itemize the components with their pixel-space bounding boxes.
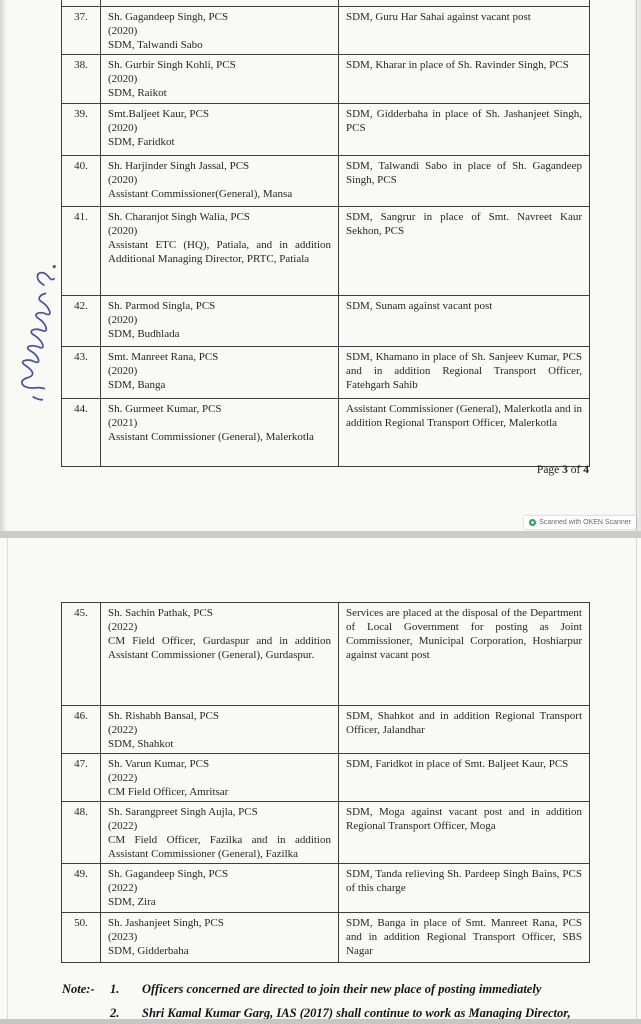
posting-text: SDM, Faridkot in place of Smt. Baljeet Kaur, PCS <box>346 758 569 770</box>
page-footer-separator: of <box>567 464 584 476</box>
serial-cell: 45. <box>62 603 101 706</box>
officer-cell <box>101 706 339 754</box>
officer-name: Sh. Harjinder Singh Jassal, PCS <box>108 160 250 172</box>
serial-cell: 41. <box>62 207 101 296</box>
posting-text: SDM, Kharar in place of Sh. Ravinder Singh, PCS <box>346 59 569 71</box>
posting-cell <box>339 913 590 963</box>
officer-batch: (2020) <box>108 73 138 85</box>
officer-name: Sh. Gurmeet Kumar, PCS <box>108 403 222 415</box>
officer-cell <box>101 104 339 156</box>
serial-cell: 50. <box>62 913 101 963</box>
officer-name: Sh. Varun Kumar, PCS <box>108 758 210 770</box>
officer-post: CM Field Officer, Fazilka and in addition Assistant Commissioner (General), Fazilka <box>108 834 331 860</box>
serial-cell: 48. <box>62 802 101 864</box>
officer-batch: (2022) <box>108 724 138 736</box>
table-row <box>62 347 590 399</box>
posting-cell <box>339 399 590 467</box>
officer-post: SDM, Raikot <box>108 87 167 99</box>
officer-batch: (2020) <box>108 314 138 326</box>
posting-cell <box>339 7 590 55</box>
posting-text: Services are placed at the disposal of the Department of Local Government for posting as Joint Commissioner, Municipal Corporation, Hoshiarpur against vacant post <box>346 607 582 661</box>
note-item <box>62 982 617 997</box>
table-row <box>62 296 590 347</box>
officer-cell <box>101 399 339 467</box>
officer-cell <box>101 347 339 399</box>
officer-name: Smt.Baljeet Kaur, PCS <box>108 108 210 120</box>
note-item-number: 1. <box>110 982 120 996</box>
officer-batch: (2022) <box>108 772 138 784</box>
scan-bottom-edge <box>0 1019 641 1024</box>
posting-text: SDM, Moga against vacant post and in addition Regional Transport Officer, Moga <box>346 806 582 832</box>
officer-name: Sh. Gurbir Singh Kohli, PCS <box>108 59 236 71</box>
posting-cell <box>339 104 590 156</box>
scanner-badge <box>524 516 636 529</box>
page-number-footer <box>537 464 589 476</box>
serial-cell: 38. <box>62 55 101 104</box>
table-row <box>62 156 590 207</box>
table-row <box>62 399 590 467</box>
postings-table-page4 <box>61 602 590 963</box>
officer-post: Assistant ETC (HQ), Patiala, and in addition Additional Managing Director, PRTC, Patiala <box>108 239 331 265</box>
scanner-badge-label: Scanned with OKEN Scanner <box>539 519 631 526</box>
serial-cell: 43. <box>62 347 101 399</box>
posting-text: SDM, Banga in place of Smt. Manreet Rana, PCS and in addition Regional Transport Officer, SBS Nagar <box>346 917 582 957</box>
officer-batch: (2023) <box>108 931 138 943</box>
officer-cell <box>101 296 339 347</box>
serial-cell: 46. <box>62 706 101 754</box>
posting-text: SDM, Guru Har Sahai against vacant post <box>346 11 531 23</box>
officer-batch: (2022) <box>108 820 138 832</box>
table-row <box>62 207 590 296</box>
officer-post: SDM, Talwandi Sabo <box>108 39 203 51</box>
table-row <box>62 104 590 156</box>
officer-cell <box>101 55 339 104</box>
officer-batch: (2020) <box>108 225 138 237</box>
officer-name: Sh. Sarangpreet Singh Aujla, PCS <box>108 806 258 818</box>
table-row <box>62 802 590 864</box>
table-row <box>62 913 590 963</box>
posting-text: SDM, Talwandi Sabo in place of Sh. Gagandeep Singh, PCS <box>346 160 582 186</box>
officer-cell <box>101 156 339 207</box>
officer-name: Smt. Manreet Rana, PCS <box>108 351 219 363</box>
table-row <box>62 7 590 55</box>
page-footer-current: 3 <box>562 464 568 476</box>
note-item-text: Shri Kamal Kumar Garg, IAS (2017) shall continue to work as Managing Director, <box>142 1006 571 1019</box>
posting-text: SDM, Shahkot and in addition Regional Transport Officer, Jalandhar <box>346 710 582 736</box>
posting-cell <box>339 603 590 706</box>
officer-cell <box>101 754 339 802</box>
officer-cell <box>101 7 339 55</box>
posting-cell <box>339 55 590 104</box>
officer-batch: (2020) <box>108 122 138 134</box>
officer-cell <box>101 603 339 706</box>
table-row <box>62 864 590 913</box>
posting-text: SDM, Sangrur in place of Smt. Navreet Kaur Sekhon, PCS <box>346 211 582 237</box>
officer-batch: (2022) <box>108 621 138 633</box>
officer-post: SDM, Banga <box>108 379 166 391</box>
table-row <box>62 754 590 802</box>
table-row <box>62 603 590 706</box>
note-item-text: Officers concerned are directed to join their new place of posting immediately <box>142 982 542 996</box>
handwritten-signature <box>0 246 68 413</box>
posting-cell <box>339 296 590 347</box>
officer-post: Assistant Commissioner (General), Malerkotla <box>108 431 314 443</box>
posting-cell <box>339 754 590 802</box>
page-footer-total: 4 <box>583 464 589 476</box>
posting-text: Assistant Commissioner (General), Malerkotla and in addition Regional Transport Officer, Malerkotla <box>346 403 582 429</box>
officer-post: CM Field Officer, Gurdaspur and in addition Assistant Commissioner (General), Gurdaspur. <box>108 635 331 661</box>
officer-name: Sh. Gagandeep Singh, PCS <box>108 11 229 23</box>
officer-cell <box>101 207 339 296</box>
posting-cell <box>339 207 590 296</box>
officer-post: SDM, Gidderbaha <box>108 945 189 957</box>
serial-cell: 44. <box>62 399 101 467</box>
posting-cell <box>339 864 590 913</box>
officer-post: SDM, Shahkot <box>108 738 174 750</box>
page-left-edge-shadow <box>0 0 7 531</box>
officer-name: Sh. Parmod Singla, PCS <box>108 300 216 312</box>
posting-text: SDM, Khamano in place of Sh. Sanjeev Kumar, PCS and in addition Regional Transport Officer, Fatehgarh Sahib <box>346 351 582 391</box>
posting-cell <box>339 802 590 864</box>
officer-cell <box>101 802 339 864</box>
table-row <box>62 706 590 754</box>
page-edge-line <box>636 538 637 1019</box>
officer-batch: (2020) <box>108 365 138 377</box>
page-edge-line <box>636 0 637 531</box>
note-section <box>62 982 617 1019</box>
posting-text: SDM, Sunam against vacant post <box>346 300 493 312</box>
serial-cell: 49. <box>62 864 101 913</box>
postings-table-page3 <box>61 0 590 467</box>
officer-post: CM Field Officer, Amritsar <box>108 786 229 798</box>
officer-batch: (2021) <box>108 417 138 429</box>
posting-cell <box>339 706 590 754</box>
officer-cell <box>101 913 339 963</box>
posting-text: SDM, Tanda relieving Sh. Pardeep Singh Bains, PCS of this charge <box>346 868 582 894</box>
table-row <box>62 55 590 104</box>
page-footer-prefix: Page <box>536 464 563 476</box>
note-label-spacer <box>62 1006 110 1019</box>
officer-batch: (2020) <box>108 174 138 186</box>
officer-post: SDM, Budhlada <box>108 328 180 340</box>
serial-cell: 39. <box>62 104 101 156</box>
officer-batch: (2022) <box>108 882 138 894</box>
officer-name: Sh. Charanjot Singh Walia, PCS <box>108 211 250 223</box>
serial-cell: 47. <box>62 754 101 802</box>
officer-post: SDM, Zira <box>108 896 156 908</box>
officer-name: Sh. Sachin Pathak, PCS <box>108 607 213 619</box>
officer-name: Sh. Jashanjeet Singh, PCS <box>108 917 224 929</box>
officer-post: SDM, Faridkot <box>108 136 175 148</box>
officer-post: Assistant Commissioner(General), Mansa <box>108 188 293 200</box>
note-item <box>62 1006 617 1019</box>
officer-cell <box>101 864 339 913</box>
note-item-number: 2. <box>110 1006 120 1019</box>
officer-name: Sh. Rishabh Bansal, PCS <box>108 710 219 722</box>
page-2 <box>0 538 641 1019</box>
officer-batch: (2020) <box>108 25 138 37</box>
posting-cell <box>339 156 590 207</box>
officer-name: Sh. Gagandeep Singh, PCS <box>108 868 229 880</box>
serial-cell: 40. <box>62 156 101 207</box>
page-edge-line <box>7 538 8 1019</box>
note-label: Note:- <box>62 982 95 996</box>
serial-cell: 37. <box>62 7 101 55</box>
oken-scanner-icon <box>529 519 536 526</box>
posting-text: SDM, Gidderbaha in place of Sh. Jashanjeet Singh, PCS <box>346 108 582 134</box>
serial-cell: 42. <box>62 296 101 347</box>
posting-cell <box>339 347 590 399</box>
